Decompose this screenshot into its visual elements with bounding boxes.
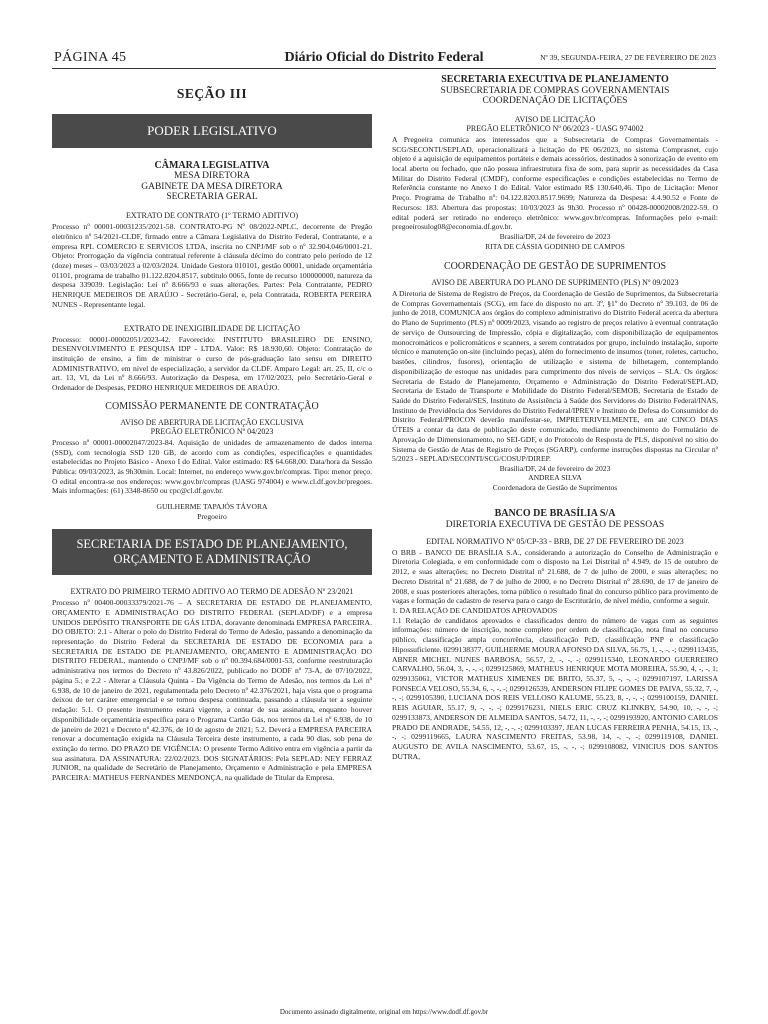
section-title: SEÇÃO III [176,86,248,101]
org-line-4: SECRETARIA GERAL [166,192,258,203]
coordination-heading: COORDENAÇÃO DE GESTÃO DE SUPRIMENTOS [443,261,667,273]
signature-role: Pregoeiro [197,511,227,521]
left-column [52,72,372,783]
signature-name: RITA DE CÁSSIA GODINHO DE CAMPOS [485,241,625,251]
act-date: Brasília/DF, 24 de fevereiro de 2023 [499,463,611,473]
act-text: 1. DA RELAÇÃO DE CANDIDATOS APROVADOS [392,605,558,615]
section-band-legislativo: PODER LEGISLATIVO [52,114,372,148]
act-title: EXTRATO DO PRIMEIRO TERMO ADITIVO AO TERMO DE ADESÃO Nº 23/2021 [70,587,354,597]
org-heading-seplan [392,74,718,107]
signature-name: GUILHERME TAPAJÓS TÁVORA [156,502,268,512]
org-line-3: GABINETE DA MESA DIRETORA [141,181,283,192]
org-line-1: CÂMARA LEGISLATIVA [154,159,270,171]
act-title: EXTRATO DE CONTRATO (1º TERMO ADITIVO) [125,211,299,221]
page-number: PÁGINA 45 [54,50,127,65]
act-subtitle: PREGÃO ELETRÔNICO Nº 06/2023 - UASG 974002 [466,123,644,133]
act-text: Processo: 00001-00002051/2023-42. Favorecido: INSTITUTO BRASILEIRO DE ENSINO, DESENVOLVIMENTO E PESQUISA IDP - LTDA. Valor: R$ 18.930,60. Objeto: Contratação de instituição de ensino, a fim de ministrar o curso de pós-graduação lato sensu em DIREITO ADMINISTRATIVO, em nível de especialização, a servidor da CLDF. Amparo Legal: art. 25, II, c/c o art. 13, VI, da Lei nº 8.666/93. Autorização da Despesa, em 17/02/2023, pelo Secretário-Geral e Ordenador de Despesas, PEDRO HENRIQUE MEDEIROS DE ARAÚJO. [52,334,372,393]
act-date: Brasília/DF, 24 de fevereiro de 2023 [499,232,611,242]
issue-info: Nº 39, SEGUNDA-FEIRA, 27 DE FEVEREIRO DE 2023 [540,53,716,62]
act-title: AVISO DE LICITAÇÃO [514,114,596,124]
act-title: AVISO DE ABERTURA DE LICITAÇÃO EXCLUSIVA [120,417,304,427]
act-text: Processo nº 00001-00031235/2021-58. CONTRATO-PG Nº 08/2022-NPLC, decorrente de Pregão eletrônico nº 54/2021-CLDF, firmado entre a Câmara Legislativa do Distrito Federal, Contratante, e a empresa RPL COMERCIO E SERVICOS LTDA, inscrita no CNPJ/MF sob o nº 32.904.046/0001-21. Objeto: Prorrogação da vigência contratual referente à cláusula décimo do contrato pelo período de 12 (doze) meses – 03/03/2023 a 02/03/2024. Unidade Gestora 010101, gestão 00001, unidade orçamentária 01101, programa de trabalho 01.122.8204.8517, subtítulo 0065, fonte de recurso 100000000, natureza da despesa 339039. Legislação: Lei nº 8.666/93 e suas alterações. Partes: Pela Contratante, PEDRO HENRIQUE MEDEIROS DE ARAÚJO - Secretário-Geral, e, pela Contratada, ROBERTA PEREIRA NUNES - Representante legal. [52,222,372,309]
org-line-2: DIRETORIA EXECUTIVA DE GESTÃO DE PESSOAS [445,520,665,531]
act-text: A Diretoria de Sistema de Registro de Preços, da Coordenação de Gestão de Suprimentos, da Subsecretaria de Compras Governamentais (SCG), em face do disposto no art. 3º, §1º do Decreto nº 39.103, de 06 de junho de 2018, COMUNICA aos órgãos do complexo administrativo do Distrito Federal acerca da abertura do Plano de Suprimento (PLS) nº 0009/2023, visando ao registro de preços relativo à eventual contratação de serviço de Outsourcing de Impressão, cópia e digitalização, com disponibilização de equipamentos monocromáticos e policromáticos e scanners, a serem contratados por grupo, incluindo instalação, suporte técnico e manutenção on-site (incluindo peças), além do fornecimento de insumos (toner, roletes, cartucho, bastões, cilindros, fusores), orientação de utilização e sistema de bilhetagem, contemplando disponibilização de estoque nas unidades para cumprimento dos níveis de serviços – SLA. Os órgãos: Secretaria de Estado de Planejamento, Orçamento e Administração do Distrito Federal/SEPLAD, Secretaria de Estado de Transporte e Mobilidade do Distrito Federal/SEMOB, Secretaria de Estado de Saúde do Distrito Federal/SES, Instituto de Assistência à Saúde dos Servidores do Distrito Federal/INAS, Instituto de Previdência dos Servidores do Distrito Federal/IPREV e Instituto de Defesa do Consumidor do Distrito Federal/PROCON deverão manifestar-se, IMPRETERIVELMENTE, em até CINCO DIAS ÚTEIS a contar da data de publicação deste comunicado, mediante preenchimento do Formulário de Aprovação de Dimensionamento, no SEI-GDF, e do Protocolo de Resposta de PLS, disponível no sítio do Sistema de Gestão de Atas de Registro de Preços (SGARP), conforme instruções dispostas na Circular nº 5/2023 - SEPLAD/SECONTI/SCG/COSUP/DIREP. [392,289,718,464]
org-line-1: BANCO DE BRASÍLIA S/A [494,508,616,520]
act-subtitle: PREGÃO ELETRÔNICO Nº 04/2023 [150,426,274,436]
act-title: EXTRATO DE INEXIGIBILIDADE DE LICITAÇÃO [123,323,301,333]
commission-heading: COMISSÃO PERMANENTE DE CONTRATAÇÃO [105,400,319,412]
journal-title: Diário Oficial do Distrito Federal [284,50,484,65]
page-header [52,50,716,69]
act-title: EDITAL NORMATIVO Nº 05/CP-33 - BRB, DE 27 DE FEVEREIRO DE 2023 [426,536,684,546]
act-text: A Pregoeira comunica aos interessados que a Subsecretaria de Compras Governamentais - SCG/SECONTI/SEPLAD, operacionalizará a licitação do PE 06/2023, no sistema Comprasnet, cujo objeto é a aquisição de equipamentos portáteis e demais acessórios, destinados à sonorização de evento em local aberto ou fechado, que não possua infraestrutura fixa de som, para suprir as necessidades da Casa Militar do Distrito Federal (CMDF), conforme especificações e condições estabelecidas no Termo de Referência constante no Anexo I do Edital. Valor estimado R$ 130.640,46. Tipo de Licitação: Menor Preço. Programa de Trabalho nº: 04.122.8203.8517.9699; Natureza da Despesa: 4.4.90.52 e Fonte de Recursos: 183. Abertura das propostas: 10/03/2023 às 9h30. Processo nº 00428-00002008/2022-59. O edital poderá ser retirado no endereço eletrônico: www.gov.br/compras. Informações pelo e-mail: pregoeirosulog08@economia.df.gov.br. [392,134,718,232]
footer-note: Documento assinado digitalmente, original em https://www.dodf.df.gov.br [279,1008,489,1016]
org-line-1: SECRETARIA EXECUTIVA DE PLANEJAMENTO [441,74,669,85]
act-text: Processo nº 00001-00002047/2023-84. Aquisição de unidades de armazenamento de dados interna (SSD), com tecnologia SSD 120 GB, de acordo com as condições, especificações e quantidades estabelecidas no Projeto Básico - Anexo I do Edital. Valor estimado: R$ 64.668,00. Data/hora da Sessão Pública: 09/03/2023, às 9h30min. Local: Internet, no endereço www.gov.br/compras. Tipo: menor preço. O edital encontra-se nos endereços: www.gov.br/compras (UASG 974004) e www.cl.df.gov.br/pregoes. Mais informações: (61) 3348-8650 ou cpc@cl.df.gov.br. [52,437,372,496]
act-title: AVISO DE ABERTURA DO PLANO DE SUPRIMENTO (PLS) Nº 09/2023 [431,278,679,288]
signature-name: ANDREA SILVA [528,473,582,483]
org-line-2: MESA DIRETORA [173,171,251,182]
right-column [392,72,718,761]
section-band-seplad: SECRETARIA DE ESTADO DE PLANEJAMENTO, ORÇAMENTO E ADMINISTRAÇÃO [52,529,372,575]
act-text: Processo nº 00400-00033379/2021-76 – A SECRETARIA DE ESTADO DE PLANEJAMENTO, ORÇAMENTO E ADMINISTRAÇÃO DO DISTRITO FEDERAL (SEPLAD/DF) e a empresa UNIDOS DEPÓSITO TRANSPORTE DE GÁS LTDA, doravante denominada EMPRESA PARCEIRA. DO OBJETO: 2.1 - Alterar o polo do Distrito Federal do Termo de Adesão, passando a denominação da representação do Distrito Federal da SECRETARIA DE ESTADO DE ECONOMIA para a SECRETARIA DE ESTADO DE PLANEJAMENTO, ORÇAMENTO E ADMINISTRAÇÃO DO DISTRITO FEDERAL, mantendo o CNPJ/MF sob o nº 00.394.684/0001-53, conforme reestruturação administrativa nos termos do Decreto nº 43.826/2022, publicado no DODF nº 73-A, de 07/10/2022, página 5.; e 2.2 - Alterar a Cláusula Quinta - Da Vigência do Termo de Adesão, nos termos da Lei nº 6.938, de 10 de janeiro de 2021, regulamentada pelo Decreto nº 42.376/2021, haja vista que o programa deixou de ter caráter emergencial e se tornou despesa continuada, passando a cláusula ter a seguinte redação: 5.1. O presente instrumento estará vigente, a contar de sua assinatura, enquanto houver disponibilidade orçamentária específica para o Programa Cartão Gás, nos termos da Lei nº 6.938, de 10 de janeiro de 2021 e Decreto nº 42.376, de 10 de agosto de 2021; 5.2. Deverá a EMPRESA PARCEIRA renovar a documentação exigida na Cláusula Terceira deste instrumento, a cada 90 dias, sob pena de extinção do termo. DO PRAZO DE VIGÊNCIA: O presente Termo Aditivo entra em vigência a partir da sua assinatura. DA ASSINATURA: 22/02/2023. DOS SIGNATÁRIOS: Pela SEPLAD: NEY FERRAZ JUNIOR, na qualidade de Secretário de Planejamento, Orçamento e Administração e pela EMPRESA PARCEIRA: MATHEUS FERNANDES MENDONÇA, na qualidade de Titular da Empresa. [52,598,372,783]
org-line-2: SUBSECRETARIA DE COMPRAS GOVERNAMENTAIS [440,85,670,96]
org-heading-brb [392,508,718,530]
org-heading-cldf [52,160,372,204]
signature-role: Coordenadora de Gestão de Suprimentos [492,482,618,492]
org-line-3: COORDENAÇÃO DE LICITAÇÕES [482,96,628,107]
act-text: O BRB - BANCO DE BRASÍLIA S.A., considerando a autorização do Conselho de Administração e Diretoria Colegiada, e em conformidade com o disposto na Lei Distrital nº 4.949, de 15 de outubro de 2012, e suas alterações; no Decreto Distrital nº 21.688, de 7 de julho de 2000, e suas alterações; no Decreto Distrital nº 21.688, de 7 de julho de 2000, e no Decreto Distrital nº 28.690, de 17 de janeiro de 2008, e suas posteriores alterações, torna público o resultado final do concurso público para provimento de vagas e formação de cadastro de reserva para o cargo de Escriturário, de nível médio, conforme a seguir. [392,547,718,606]
act-text: 1.1 Relação de candidatos aprovados e classificados dentro do número de vagas com as seguintes informações: número de inscrição, nome completo por ordem de classificação, nota final no concurso público, classificação ampla concorrência, classificação PcD, classificação PNP e classificação Hipossuficiente. 0299138377, GUILHERME MOURA AFONSO DA SILVA, 56.75, 1, -, -, -; 0299113435, ABNER MICHEL NUNES BARBOSA, 56.57, 2, -, -, -; 0299115340, LEONARDO GUERREIRO CARVALHO, 56.04, 3, -, -, -; 0299125869, MATHEUS HENRIQUE MOTA MOREIRA, 55.90, 4, -, -, 1; 0299135061, VICTOR MATHEUS XIMENES DE BRITO, 55.37, 5, -, -, -; 0299107197, LARISSA FONSECA VELOSO, 55.34, 6, -, -, -; 0299126539, ANDERSON FILIPE GOMES DE PAIVA, 55.32, 7, -, -, -; 0299105390, LUCIANA DOS REIS VELLOSO KALUME, 55.23, 8, -, -, -; 0299100159, DANIEL REIS AGUIAR, 55.17, 9, -, -, -; 0299176231, NIELS ERIC CRUZ KLINKBY, 54.90, 10, -, -, -; 0299133873, ANDERSON DE ALMEIDA SANTOS, 54.72, 11, -, -, -; 0299193920, ANTONIO CARLOS PRADO DE ANDRADE, 54.55, 12, -, -, -; 0299103397, JEAN LUCAS FERREIRA PENHA, 54.15, 13, -, -, -; 0299119665, LAURA NASCIMENTO FREITAS, 53.98, 14, -, -, -; 0299119108, DANIEL AUGUSTO DE AVILA NASCIMENTO, 53.67, 15, -, -, -; 0299108082, VINICIUS DOS SANTOS DUTRA, [392,615,718,761]
